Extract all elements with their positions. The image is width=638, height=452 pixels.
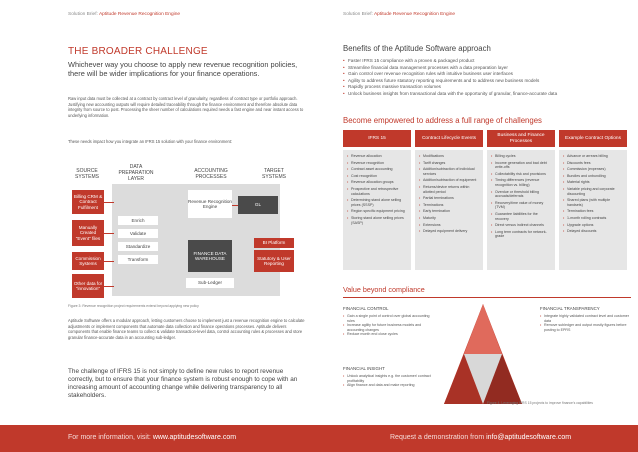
list-item: • Addition/subtraction of individual services bbox=[419, 167, 479, 176]
broader-challenge-lead: Whichever way you choose to apply new revenue recognition policies, there will be wider implications for your finance operations. bbox=[68, 60, 298, 78]
benefit-item: • Gain control over revenue recognition rules with intuitive business user interfaces bbox=[343, 71, 633, 78]
list-item: • Revenue recognition bbox=[347, 161, 407, 166]
financial-control-head: FINANCIAL CONTROL bbox=[343, 306, 389, 311]
list-item: • Material rights bbox=[563, 180, 623, 185]
brief-prefix-right: Solution Brief: bbox=[343, 12, 373, 17]
paragraph-modular-approach: Aptitude Software offers a modular approach, letting customers choose to implement just a revenue recognition engine to calculate adjustments or implement components that automate data collection and finance operations processes. Aptitude delivers components that enable finance teams to collect & validate transaction-level data, control accounting rules & processes and store granular finance-accurate data in an accounting sub-ledger. bbox=[68, 318, 305, 340]
list-item: • Modifications bbox=[419, 154, 479, 159]
financial-transparency-list bbox=[540, 314, 632, 332]
list-item: • Tariff changes bbox=[419, 161, 479, 166]
list-item: • Income generation and bad debt write-offs bbox=[491, 161, 551, 170]
benefit-item: • Unlock business insights from transactional data with the opportunity of granular, finance-accurate data bbox=[343, 91, 633, 98]
list-item: • Align finance and data and make reporting bbox=[343, 383, 435, 388]
footer-demo bbox=[390, 434, 571, 441]
list-item: • Delayed equipment delivery bbox=[419, 229, 479, 234]
column-head-options: Example Contract Options bbox=[559, 130, 627, 147]
source-billing-crm: Billing CRM & Contract Fulfilment bbox=[72, 190, 104, 214]
list-item: • Integrate highly validated contract level and customer data bbox=[540, 314, 632, 323]
list-item: • Revenue allocation bbox=[347, 154, 407, 159]
list-item: • Revenue allocation groups bbox=[347, 180, 407, 185]
arrow-source-1 bbox=[104, 202, 114, 203]
list-item: • Timing differences (revenue recognition vs. billing) bbox=[491, 178, 551, 187]
financial-transparency-head: FINANCIAL TRANSPARENCY bbox=[540, 306, 600, 311]
source-manual-events: Manually Created "Event" files bbox=[72, 220, 104, 246]
target-statutory-reporting: Statutory & User Reporting bbox=[254, 250, 294, 272]
benefit-item: • Rapidly process massive transaction volumes bbox=[343, 84, 633, 91]
target-systems-title: TARGET SYSTEMS bbox=[262, 168, 286, 180]
list-item: • Termination fees bbox=[563, 209, 623, 214]
figure-4-caption: Figure 4: Leveraging IFRS 15 projects to improve finance's capabilities bbox=[487, 401, 593, 405]
list-item: • Variable pricing and corporate discounting bbox=[563, 187, 623, 196]
target-bi-platform: BI Platform bbox=[254, 238, 294, 248]
arrow-engine-gl bbox=[232, 205, 238, 206]
list-item: • 1-month rolling contracts bbox=[563, 216, 623, 221]
list-item: • Early termination bbox=[419, 209, 479, 214]
list-item: • Extensions bbox=[419, 223, 479, 228]
list-item: • Increase agility for future business models and accounting changes bbox=[343, 323, 435, 332]
triangle-graphic bbox=[440, 300, 526, 410]
financial-insight-head: FINANCIAL INSIGHT bbox=[343, 366, 385, 371]
target-gl: GL bbox=[238, 196, 278, 214]
list-item: • Maturity bbox=[419, 216, 479, 221]
data-prep-title: DATA PREPARATION LAYER bbox=[118, 164, 154, 182]
email-link[interactable]: info@aptitudesoftware.com bbox=[486, 434, 572, 441]
prep-enrich: Enrich bbox=[118, 216, 158, 225]
source-commission: Commission Systems bbox=[72, 252, 104, 270]
list-item: • Cost recognition bbox=[347, 174, 407, 179]
benefit-item: • Streamline financial data management processes with a data preparation layer bbox=[343, 65, 633, 72]
arrow-source-2 bbox=[104, 233, 114, 234]
list-item: • Terminations bbox=[419, 203, 479, 208]
footer-visit-label: For more information, visit: bbox=[68, 434, 151, 441]
benefit-item: • Faster IFRS 15 compliance with a proven & packaged product bbox=[343, 58, 633, 65]
source-other-data: Other data for "innovation" bbox=[72, 274, 104, 298]
list-item: • Reduce month end close cycles bbox=[343, 332, 435, 337]
brief-title: Aptitude Revenue Recognition Engine bbox=[98, 12, 181, 17]
benefit-item: • Agility to address future statutory reporting requirements and to address new business models bbox=[343, 78, 633, 85]
column-body-options bbox=[559, 150, 627, 270]
footer-bar bbox=[0, 425, 638, 452]
arrow-source-3 bbox=[104, 261, 114, 262]
challenge-lead: The challenge of IFRS 15 is not simply to define new rules to report revenue correctly, but to ensure that your finance system is robust enough to cope with an increasing amount of accounting change while delivering transparency to all stakeholders. bbox=[68, 368, 298, 399]
broader-challenge-title: THE BROADER CHALLENGE bbox=[68, 46, 208, 57]
list-item: • Guarantee liabilities for the recovery bbox=[491, 212, 551, 221]
list-item: • Gain a single point of control over global accounting rules bbox=[343, 314, 435, 323]
list-item: • Collectability risk and provisions bbox=[491, 172, 551, 177]
financial-insight-list bbox=[343, 374, 435, 388]
list-item: • Billing cycles bbox=[491, 154, 551, 159]
financial-control-list bbox=[343, 314, 435, 337]
list-item: • Region specific equipment pricing bbox=[347, 209, 407, 214]
column-body-ifrs15 bbox=[343, 150, 411, 270]
list-item: • Storing stand alone selling prices (SASP) bbox=[347, 216, 407, 225]
list-item: • Recovery/time value of money (TVM) bbox=[491, 201, 551, 210]
list-item: • Upgrade options bbox=[563, 223, 623, 228]
paragraph-raw-input: Raw input data must be collected at a contract by contract level of granularity, regardless of contract type or portfolio approach. Justifying new accounting outputs will require detailed traceability through the finance environment and therefore absolute data integrity from source to post. Processing the sheer number of calculations required needs a fast engine and near instant access to underlying information. bbox=[68, 96, 304, 118]
list-item: • Prospective and retrospective calculations bbox=[347, 187, 407, 196]
value-beyond-compliance-title: Value beyond compliance bbox=[343, 285, 425, 294]
benefits-list bbox=[343, 58, 633, 98]
prep-standardize: Standardize bbox=[118, 242, 158, 251]
column-head-ifrs15: IFRS 15 bbox=[343, 130, 411, 147]
footer-visit bbox=[68, 434, 236, 441]
column-body-lifecycle bbox=[415, 150, 483, 270]
list-item: • Commission (expenses) bbox=[563, 167, 623, 172]
list-item: • Discounts fees bbox=[563, 161, 623, 166]
website-link[interactable]: www.aptitudesoftware.com bbox=[152, 434, 237, 441]
brief-prefix: Solution Brief: bbox=[68, 12, 98, 17]
list-item: • Shared plans (with multiple handsets) bbox=[563, 198, 623, 207]
solution-brief-header-right bbox=[343, 12, 455, 17]
list-item: • Addition/subtraction of equipment bbox=[419, 178, 479, 183]
list-item: • Delayed discounts bbox=[563, 229, 623, 234]
source-systems-title: SOURCE SYSTEMS bbox=[75, 168, 99, 180]
sub-ledger: Sub-Ledger bbox=[186, 278, 234, 288]
column-head-business: Business and Finance Processes bbox=[487, 130, 555, 147]
prep-transform: Transform bbox=[118, 255, 158, 264]
list-item: • Long term contracts for network-grade bbox=[491, 230, 551, 239]
brief-title-right: Aptitude Revenue Recognition Engine bbox=[373, 12, 456, 17]
list-item: • Determining stand alone selling prices (SSSP) bbox=[347, 198, 407, 207]
prep-validate: Validate bbox=[118, 229, 158, 238]
arrow-source-4 bbox=[104, 286, 114, 287]
list-item: • Partial terminations bbox=[419, 196, 479, 201]
list-item: • Returns/device returns within allotted period bbox=[419, 185, 479, 194]
integration-diagram bbox=[68, 160, 304, 300]
list-item: • Direct versus indirect channels bbox=[491, 223, 551, 228]
revenue-recognition-engine: Revenue Recognition Engine bbox=[188, 190, 232, 218]
list-item: • Remove subledger and output mostly figures before posting to EPRS bbox=[540, 323, 632, 332]
list-item: • Bundles and unbundling bbox=[563, 174, 623, 179]
solution-brief-header bbox=[68, 12, 180, 17]
footer-demo-label: Request a demonstration from bbox=[390, 434, 485, 441]
list-item: • Advance or arrears billing bbox=[563, 154, 623, 159]
paragraph-needs: These needs impact how you integrate an IFRS 15 solution with your finance environment: bbox=[68, 139, 233, 144]
benefits-title: Benefits of the Aptitude Software approach bbox=[343, 44, 491, 53]
list-item: • Contract asset accounting bbox=[347, 167, 407, 172]
column-head-lifecycle: Contract Lifecycle Events bbox=[415, 130, 483, 147]
empowered-title: Become empowered to address a full range of challenges bbox=[343, 116, 542, 125]
accounting-processes-title: ACCOUNTING PROCESSES bbox=[194, 168, 228, 180]
list-item: • Overdue or threshold billing accruals/deferrals bbox=[491, 190, 551, 199]
triangle-top bbox=[464, 304, 502, 354]
value-divider bbox=[343, 297, 631, 298]
figure-3-caption: Figure 3: Revenue recognition project requirements extend beyond applying new policy bbox=[68, 304, 199, 308]
column-body-business bbox=[487, 150, 555, 270]
list-item: • Unlock analytical insights e.g. the customer/ contract profitability bbox=[343, 374, 435, 383]
finance-data-warehouse: FINANCE DATA WAREHOUSE bbox=[188, 240, 232, 272]
